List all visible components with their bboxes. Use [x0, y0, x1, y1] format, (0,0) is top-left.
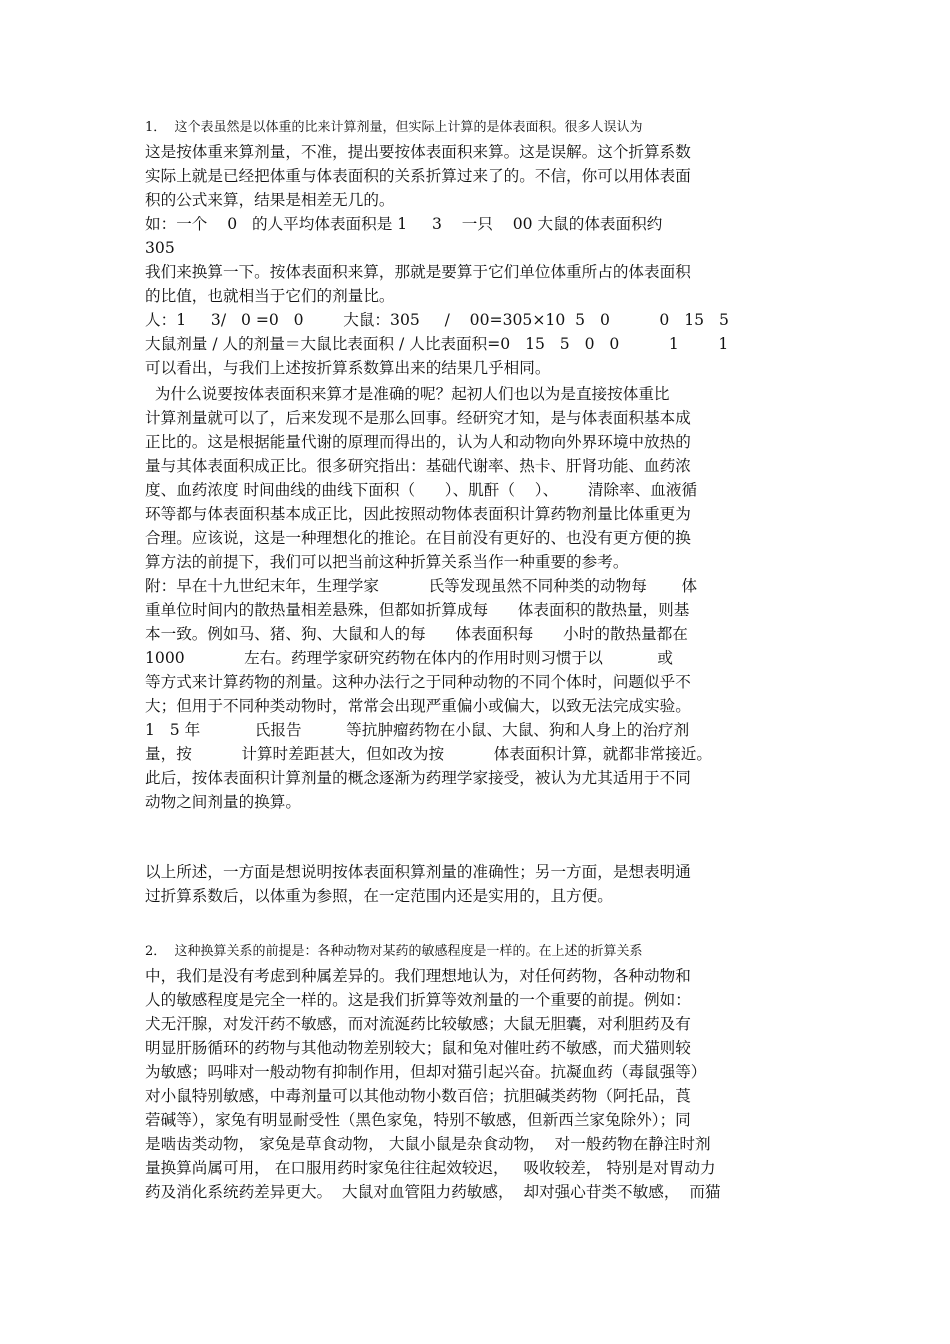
- text-line: 为敏感；吗啡对一般动物有抑制作用，但却对猫引起兴奋。抗凝血药（毒鼠强等）: [145, 1063, 707, 1081]
- text-line: 1000 左右。药理学家研究药物在体内的作用时则习惯于以 或: [145, 649, 673, 667]
- text-line: 量换算尚属可用， 在口服用药时家兔往往起效较迟， 吸收较差， 特别是对胃动力: [145, 1159, 716, 1177]
- text-line: 可以看出，与我们上述按折算系数算出来的结果几乎相同。: [145, 359, 551, 377]
- text-line: 量，按 计算时差距甚大，但如改为按 体表面积计算，就都非常接近。: [145, 745, 712, 763]
- text-line: 人：1 3/ 0 =0 0 大鼠：305 / 00=305×10 5 0 0 15 5: [145, 311, 729, 329]
- text-line: 我们来换算一下。按体表面积来算，那就是要算于它们单位体重所占的体表面积: [145, 263, 691, 281]
- text-line: 动物之间剂量的换算。: [145, 793, 301, 811]
- text-line: 积的公式来算，结果是相差无几的。: [145, 191, 395, 209]
- text-line: 合理。应该说，这是一种理想化的推论。在目前没有更好的、也没有更方便的换: [145, 529, 691, 547]
- text-line: 以上所述，一方面是想说明按体表面积算剂量的准确性；另一方面，是想表明通: [145, 863, 691, 881]
- text-line: 1 5 年 氏报告 等抗肿瘤药物在小鼠、大鼠、狗和人身上的治疗剂: [145, 721, 690, 739]
- text-line: 人的敏感程度是完全一样的。这是我们折算等效剂量的一个重要的前提。例如：: [145, 991, 691, 1009]
- text-line: 等方式来计算药物的剂量。这种办法行之于同种动物的不同个体时，问题似乎不: [145, 673, 691, 691]
- text-line: 305: [145, 239, 175, 257]
- text-line: 明显肝肠循环的药物与其他动物差别较大；鼠和兔对催吐药不敏感，而犬猫则较: [145, 1039, 691, 1057]
- text-line: 过折算系数后，以体重为参照，在一定范围内还是实用的，且方便。: [145, 887, 613, 905]
- text-line: 是啮齿类动物， 家兔是草食动物， 大鼠小鼠是杂食动物， 对一般药物在静注时剂: [145, 1135, 711, 1153]
- text-line: 附：早在十九世纪末年，生理学家 氏等发现虽然不同种类的动物每 体: [145, 577, 698, 595]
- text-line: 对小鼠特别敏感，中毒剂量可以其他动物小数百倍；抗胆碱类药物（阿托品，莨: [145, 1087, 691, 1105]
- text-line: 1． 这个表虽然是以体重的比来计算剂量，但实际上计算的是体表面积。很多人误认为: [145, 120, 643, 135]
- text-line: 实际上就是已经把体重与体表面积的关系折算过来了的。不信，你可以用体表面: [145, 167, 691, 185]
- text-line: 药及消化系统药差异更大。 大鼠对血管阻力药敏感， 却对强心苷类不敏感， 而猫: [145, 1183, 721, 1201]
- text-line: 2． 这种换算关系的前提是：各种动物对某药的敏感程度是一样的。在上述的折算关系: [145, 944, 643, 959]
- text-line: 的比值，也就相当于它们的剂量比。: [145, 287, 395, 305]
- text-line: 为什么说要按体表面积来算才是准确的呢？起初人们也以为是直接按体重比: [145, 385, 670, 403]
- text-line: 大鼠剂量 / 人的剂量＝大鼠比表面积 / 人比表面积=0 15 5 0 0 1 1: [145, 335, 729, 353]
- text-line: 正比的。这是根据能量代谢的原理而得出的，认为人和动物向外界环境中放热的: [145, 433, 691, 451]
- text-line: 大；但用于不同种类动物时，常常会出现严重偏小或偏大，以致无法完成实验。: [145, 697, 691, 715]
- text-line: 如：一个 0 的人平均体表面积是 1 3 一只 00 大鼠的体表面积约: [145, 215, 663, 233]
- text-line: 重单位时间内的散热量相差悬殊，但都如折算成每 体表面积的散热量，则基: [145, 601, 690, 619]
- text-line: 中，我们是没有考虑到种属差异的。我们理想地认为，对任何药物，各种动物和: [145, 967, 691, 985]
- text-line: 环等都与体表面积基本成正比，因此按照动物体表面积计算药物剂量比体重更为: [145, 505, 691, 523]
- text-line: 此后，按体表面积计算剂量的概念逐渐为药理学家接受，被认为尤其适用于不同: [145, 769, 691, 787]
- text-line: 度、血药浓度 时间曲线的曲线下面积（ ）、肌酐（ ）、 清除率、血液循: [145, 481, 698, 499]
- text-line: 这是按体重来算剂量，不准，提出要按体表面积来算。这是误解。这个折算系数: [145, 143, 691, 161]
- text-line: 犬无汗腺，对发汗药不敏感，而对流涎药比较敏感；大鼠无胆囊，对利胆药及有: [145, 1015, 691, 1033]
- text-line: 本一致。例如马、猪、狗、大鼠和人的每 体表面积每 小时的散热量都在: [145, 625, 688, 643]
- text-line: 计算剂量就可以了，后来发现不是那么回事。经研究才知，是与体表面积基本成: [145, 409, 691, 427]
- text-line: 算方法的前提下，我们可以把当前这种折算关系当作一种重要的参考。: [145, 553, 629, 571]
- text-line: 菪碱等），家兔有明显耐受性（黑色家兔，特别不敏感，但新西兰家兔除外）；同: [145, 1111, 691, 1129]
- text-line: 量与其体表面积成正比。很多研究指出：基础代谢率、热卡、肝肾功能、血药浓: [145, 457, 691, 475]
